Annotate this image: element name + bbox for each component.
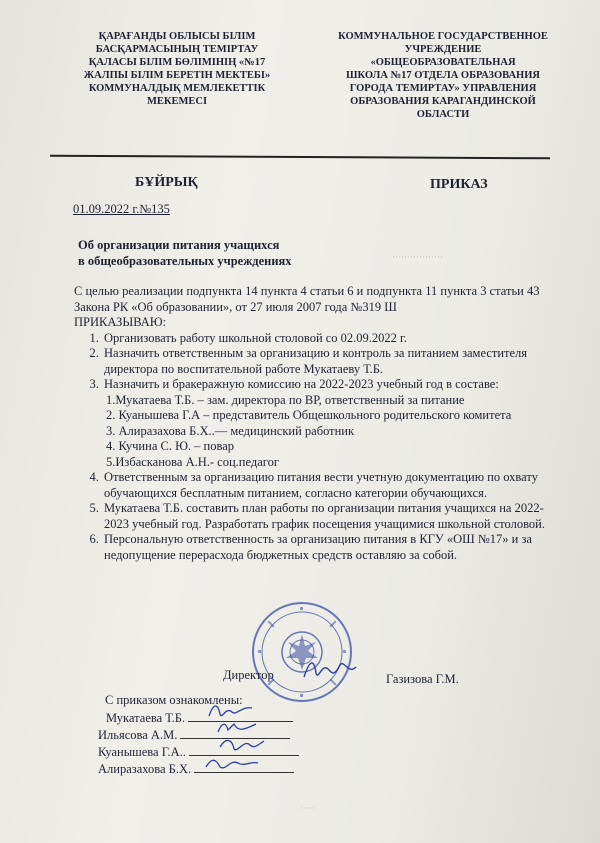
order-item bbox=[102, 346, 564, 377]
bleed-through-mark: ················· bbox=[392, 252, 443, 262]
order-date-number: 01.09.2022 г.№135 bbox=[73, 202, 170, 216]
signature-icon bbox=[204, 753, 260, 773]
order-subject bbox=[78, 237, 292, 269]
subject-line: Об организации питания учащихся bbox=[78, 238, 280, 252]
order-item-text: Мукатаева Т.Б. составить план работы по организации питания учащихся на 2022-2023 учебный год. Разработать график посещения учащимися школьной столовой. bbox=[104, 501, 545, 531]
decree-word: ПРИКАЗЫВАЮ: bbox=[74, 315, 167, 329]
committee-member: 1.Мукатаева Т.Б. – зам. директора по ВР, ответственный за питание bbox=[106, 392, 465, 407]
header-kz-line: ҚАРАҒАНДЫ ОБЛЫСЫ БІЛІМ bbox=[98, 31, 256, 42]
order-item-text: Организовать работу школьной столовой со 02.09.2022 г. bbox=[104, 330, 407, 345]
committee-member: 4. Кучина С. Ю. – повар bbox=[106, 439, 235, 453]
header-kz-line: ҚАЛАСЫ БІЛІМ БӨЛІМІНІҢ «№17 bbox=[88, 57, 266, 68]
header-ru-line: «ОБЩЕОБРАЗОВАТЕЛЬНАЯ bbox=[370, 57, 516, 68]
header-ru-line: ГОРОДА ТЕМИРТАУ» УПРАВЛЕНИЯ bbox=[349, 83, 537, 94]
header-divider bbox=[50, 155, 550, 159]
director-name: Газизова Г.М. bbox=[386, 672, 459, 686]
header-kz-line: МЕКЕМЕСІ bbox=[146, 96, 208, 107]
acknowledgement-title: С приказом ознакомлены: bbox=[105, 693, 243, 707]
director-label: Директор bbox=[223, 668, 274, 682]
order-item bbox=[102, 501, 564, 532]
order-title-ru: ПРИКАЗ bbox=[430, 177, 488, 192]
header-ru-line: ОБЛАСТИ bbox=[416, 109, 470, 120]
committee-member: 3. Алиразахова Б.Х..— медицинский работник bbox=[106, 423, 355, 438]
header-kz-line: ЖАЛПЫ БІЛІМ БЕРЕТІН МЕКТЕБІ» bbox=[83, 70, 271, 81]
order-item-text: Назначить ответственным за организацию и контроль за питанием заместителя директора по воспитательной работе Мукатаеву Т.Б. bbox=[104, 346, 528, 376]
header-ru-line: КОММУНАЛЬНОЕ ГОСУДАРСТВЕННОЕ bbox=[338, 31, 548, 42]
committee-member: 5.Избасканова А.Н.- соц.педагог bbox=[106, 454, 279, 469]
header-ru-line: УЧРЕЖДЕНИЕ bbox=[404, 44, 482, 55]
header-ru-line: ШКОЛА №17 ОТДЕЛА ОБРАЗОВАНИЯ bbox=[346, 70, 540, 81]
committee-member: 2. Куанышева Г.А – представитель Общешкольного родительского комитета bbox=[106, 408, 512, 422]
order-item bbox=[102, 377, 564, 470]
order-item-text: Назначить и бракеражную комиссию на 2022-2023 учебный год в составе: bbox=[104, 377, 499, 391]
bleed-through-mark: ····· bbox=[300, 803, 315, 813]
committee-list bbox=[104, 393, 564, 471]
order-body bbox=[74, 284, 564, 563]
order-items bbox=[74, 331, 564, 564]
acknowledgement-name: Куанышева Г.А.. bbox=[98, 745, 186, 759]
header-russian bbox=[318, 30, 568, 121]
acknowledgement-name: Мукатаева Т.Б. bbox=[106, 711, 186, 725]
acknowledgement-name: Ильясова А.М. bbox=[98, 728, 178, 742]
signature-icon bbox=[218, 735, 266, 755]
director-signature-icon bbox=[300, 655, 360, 685]
order-item-text: Персональную ответственность за организацию питания в КГУ «ОШ №17» и за недопущение перерасхода бюджетных средств оставляю за собой. bbox=[104, 532, 532, 562]
header-kazakh bbox=[62, 30, 292, 108]
header-kz-line: БАСҚАРМАСЫНЫҢ ТЕМІРТАУ bbox=[95, 44, 259, 55]
official-stamp-icon bbox=[250, 600, 355, 705]
acknowledgement-name: Алиразахова Б.Х. bbox=[98, 762, 192, 776]
subject-line: в общеобразовательных учреждениях bbox=[78, 254, 292, 268]
header-ru-line: ОБРАЗОВАНИЯ КАРАГАНДИНСКОЙ bbox=[350, 96, 536, 107]
preamble: С целью реализации подпункта 14 пункта 4 статьи 6 и подпункта 11 пункта 3 статьи 43 Закона РК «Об образовании», от 27 июля 2007 года №319 Ш bbox=[74, 284, 540, 314]
order-item bbox=[102, 470, 564, 501]
order-item bbox=[102, 331, 564, 347]
header-kz-line: КОММУНАЛДЫҚ МЕМЛЕКЕТТІК bbox=[88, 83, 266, 94]
order-item-text: Ответственным за организацию питания вести учетную документацию по охвату обучающихся бесплатным питанием, согласно категории обучающихся. bbox=[104, 470, 538, 500]
order-item bbox=[102, 532, 564, 563]
order-title-kz: БҰЙРЫҚ bbox=[135, 175, 198, 190]
